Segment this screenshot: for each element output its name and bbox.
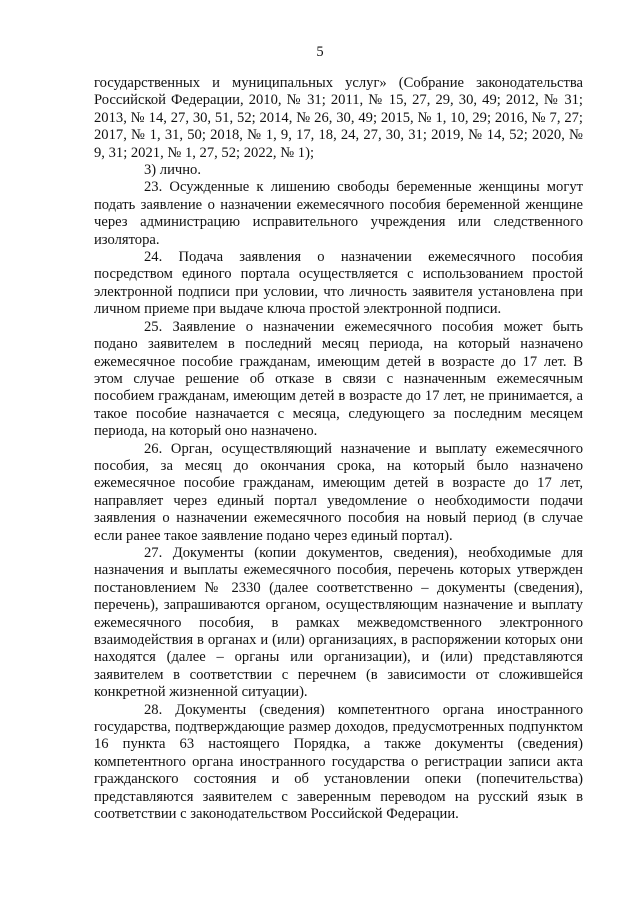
paragraph-continuation: государственных и муниципальных услуг» (Собрание законодательства Российской Федерации, 2010, № 31; 2011, № 15, 27, 29, 30, 49; 2012, № 31; 2013, № 14, 27, 30, 51, 52; 2014, № 26, 30, 49; 2015, № 1, 10, 29; 2016, № 7, 27; 2017, № 1, 31, 50; 2018, № 1, 9, 17, 18, 24, 27, 30, 31; 2019, № 14, 52; 2020, № 9, 31; 2021, № 1, 27, 52; 2022, № 1); xyxy=(94,75,583,161)
paragraph-23: 23. Осужденные к лишению свободы беременные женщины могут подать заявление о назначении ежемесячного пособия беременной женщине через администрацию исправительного учреждения или следственного изолятора. xyxy=(94,179,583,248)
document-body xyxy=(94,75,583,823)
paragraph-27: 27. Документы (копии документов, сведения), необходимые для назначения и выплаты ежемесячного пособия, перечень которых утвержден постановлением № 2330 (далее соответственно – документы (сведения), перечень), запрашиваются органом, осуществляющим назначение и выплату ежемесячного пособия, в рамках межведомственного электронного взаимодействия в органах и (или) организациях, в распоряжении которых они находятся (далее – органы или организации), и (или) представляются заявителем в соответствии с перечнем (в зависимости от сложившейся конкретной жизненной ситуации). xyxy=(94,544,583,701)
paragraph-26: 26. Орган, осуществляющий назначение и выплату ежемесячного пособия, за месяц до окончания срока, на который было назначено ежемесячное пособие гражданам, имеющим детей в возрасте до 17 лет, направляет через единый портал уведомление о необходимости подачи заявления о назначении ежемесячного пособия на новый период (в случае если ранее такое заявление подано через единый портал). xyxy=(94,440,583,544)
page-number: 5 xyxy=(316,44,324,60)
paragraph-25: 25. Заявление о назначении ежемесячного пособия может быть подано заявителем в последний месяц периода, на который назначено ежемесячное пособие гражданам, имеющим детей в возрасте до 17 лет. В этом случае решение об отказе в связи с назначенным ежемесячным пособием гражданам, имеющим детей в возрасте до 17 лет, не принимается, а такое пособие назначается с месяца, следующего за последним месяцем периода, на который оно назначено. xyxy=(94,318,583,440)
paragraph-item-3: 3) лично. xyxy=(144,162,201,179)
paragraph-24: 24. Подача заявления о назначении ежемесячного пособия посредством единого портала осуществляется с использованием простой электронной подписи при условии, что личность заявителя установлена при личном приеме при выдаче ключа простой электронной подписи. xyxy=(94,249,583,318)
paragraph-28: 28. Документы (сведения) компетентного органа иностранного государства, подтверждающие размер доходов, предусмотренных подпунктом 16 пункта 63 настоящего Порядка, а также документы (сведения) компетентного органа иностранного государства о регистрации записи акта гражданского состояния и об установлении опеки (попечительства) представляются заявителем с заверенным переводом на русский язык в соответствии с законодательством Российской Федерации. xyxy=(94,701,583,823)
